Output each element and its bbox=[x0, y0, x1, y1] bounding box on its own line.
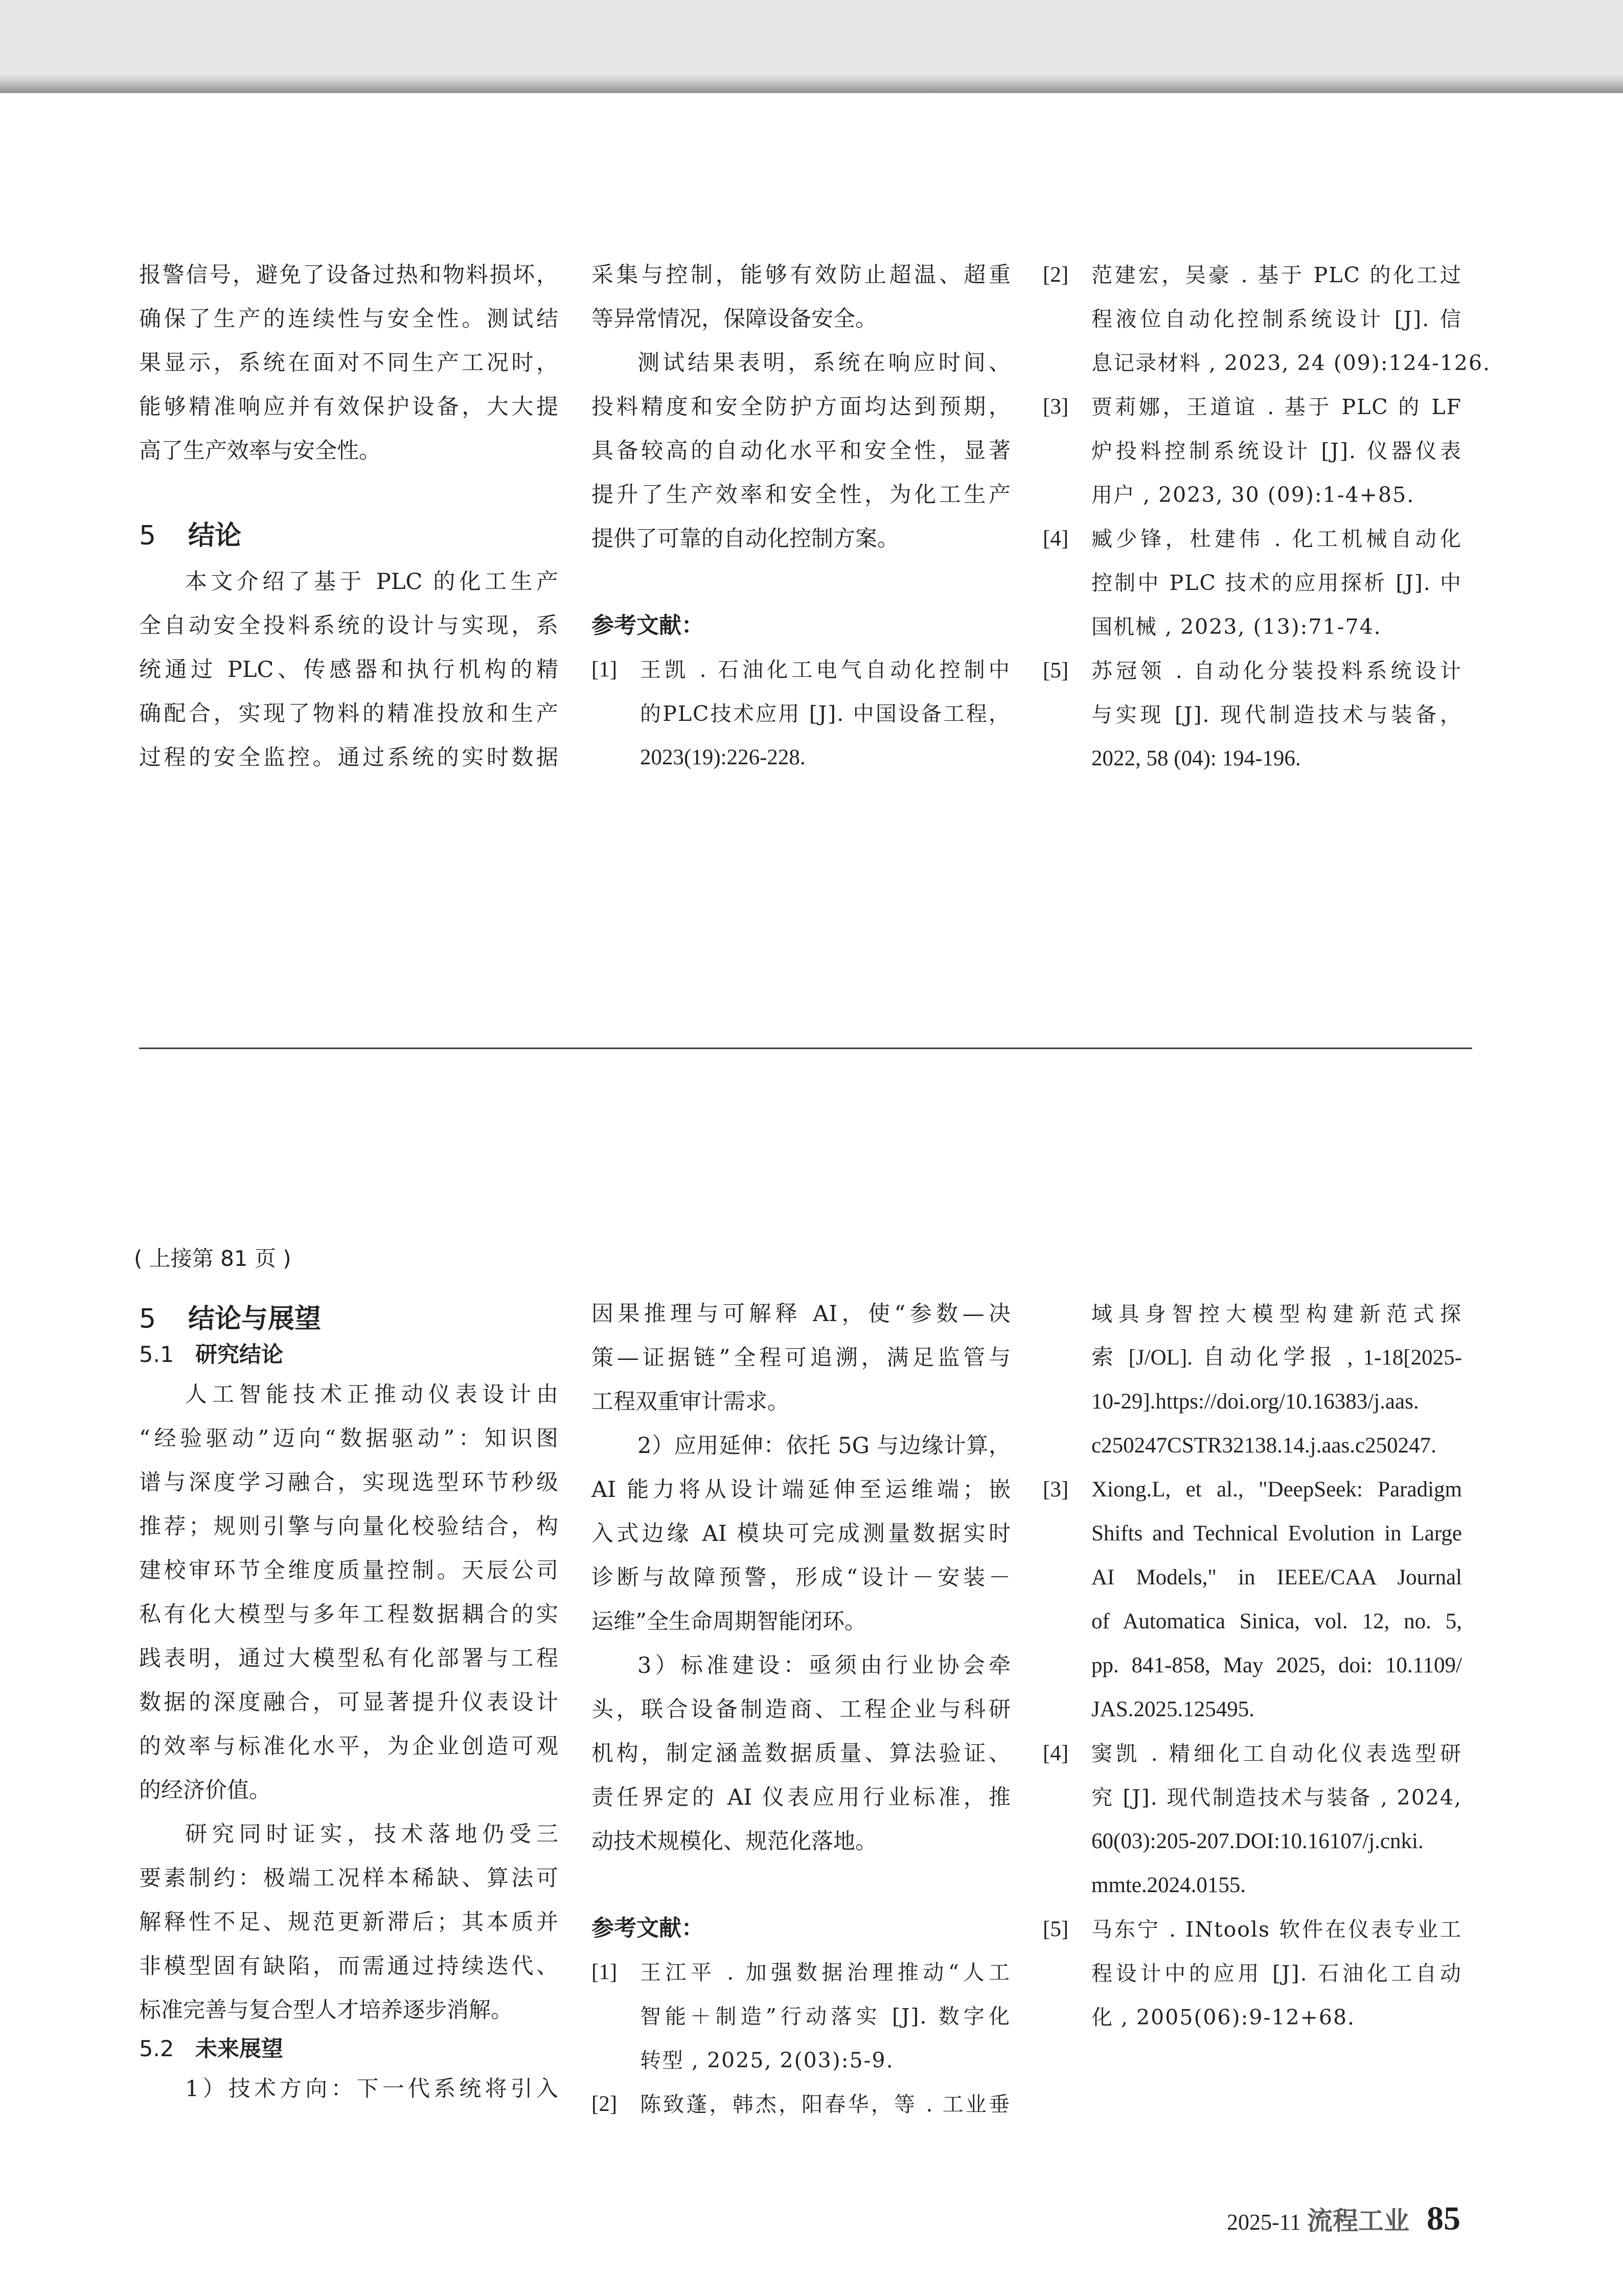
body-line: 的效率与标准化水平，为企业创造可观 bbox=[139, 1734, 558, 1759]
body-line: 提供了可靠的自动化控制方案。 bbox=[591, 526, 899, 552]
references-title: 参考文献： bbox=[591, 1915, 704, 1941]
body-line: 因果推理与可解释 AI，使“参数—决 bbox=[591, 1301, 1011, 1327]
reference-number: [2] bbox=[591, 2092, 618, 2116]
reference-number: [1] bbox=[591, 1960, 618, 1984]
references-title: 参考文献： bbox=[591, 612, 704, 639]
reference-line: Xiong.L, et al., "DeepSeek: Paradigm bbox=[1091, 1477, 1462, 1502]
subsection-number: 5.1 bbox=[139, 1342, 174, 1368]
subsection-title: 研究结论 bbox=[195, 1342, 283, 1368]
body-line: 运维”全生命周期智能闭环。 bbox=[591, 1609, 866, 1634]
reference-line: 智能＋制造”行动落实 [J]. 数字化 bbox=[640, 2004, 1011, 2029]
subsection-title: 未来展望 bbox=[195, 2036, 283, 2062]
body-line: 策—证据链”全程可追溯，满足监管与 bbox=[591, 1345, 1011, 1371]
body-line: 数据的深度融合，可显著提升仪表设计 bbox=[139, 1690, 558, 1715]
section-heading bbox=[139, 520, 241, 551]
body-line: 采集与控制，能够有效防止超温、超重 bbox=[591, 262, 1011, 288]
page-header-band bbox=[0, 0, 1623, 93]
reference-line: 臧少锋，杜建伟 . 化工机械自动化 bbox=[1091, 527, 1462, 551]
body-line: 能够精准响应并有效保护设备，大大提 bbox=[139, 394, 558, 420]
body-line: 2）应用延伸：依托 5G 与边缘计算， bbox=[637, 1433, 1011, 1459]
issue-date: 2025-11 bbox=[1227, 2210, 1301, 2235]
body-line: 统通过 PLC、传感器和执行机构的精 bbox=[139, 657, 558, 683]
reference-line: c250247CSTR32138.14.j.aas.c250247. bbox=[1091, 1434, 1436, 1458]
reference-number: [4] bbox=[1043, 527, 1069, 551]
body-line: 确配合，实现了物料的精准投放和生产 bbox=[139, 701, 558, 726]
reference-line: 苏冠领 . 自动化分装投料系统设计 bbox=[1091, 658, 1462, 683]
reference-line: 程液位自动化控制系统设计 [J]. 信 bbox=[1091, 307, 1462, 331]
section-number: 5 bbox=[139, 1304, 156, 1334]
reference-line: 域具身智控大模型构建新范式探 bbox=[1091, 1302, 1462, 1326]
reference-number: [4] bbox=[1043, 1741, 1069, 1765]
subsection-number: 5.2 bbox=[139, 2036, 174, 2062]
body-line: 的经济价值。 bbox=[139, 1778, 271, 1803]
reference-line: 炉投料控制系统设计 [J]. 仪器仪表 bbox=[1091, 439, 1462, 463]
body-line: 诊断与故障预警，形成“设计－安装－ bbox=[591, 1565, 1011, 1590]
reference-line: 的PLC技术应用 [J]. 中国设备工程， bbox=[640, 701, 1011, 726]
body-line: 私有化大模型与多年工程数据耦合的实 bbox=[139, 1602, 558, 1627]
body-line: 投料精度和安全防护方面均达到预期， bbox=[591, 394, 1011, 420]
section-number: 5 bbox=[139, 520, 156, 551]
reference-line: 控制中 PLC 技术的应用探析 [J]. 中 bbox=[1091, 571, 1462, 595]
body-line: 要素制约：极端工况样本稀缺、算法可 bbox=[139, 1866, 558, 1891]
reference-line: 化 , 2005(06):9-12+68. bbox=[1091, 2005, 1356, 2030]
continued-from-note: ( 上接第 81 页 ) bbox=[134, 1246, 291, 1271]
body-line: 践表明，通过大模型私有化部署与工程 bbox=[139, 1646, 558, 1671]
body-line: 头，联合设备制造商、工程企业与科研 bbox=[591, 1697, 1011, 1722]
reference-number: [3] bbox=[1043, 1477, 1069, 1502]
magazine-name: 流程工业 bbox=[1307, 2206, 1410, 2236]
body-line: 报警信号，避免了设备过热和物料损坏， bbox=[139, 262, 558, 288]
reference-line: of Automatica Sinica, vol. 12, no. 5, bbox=[1091, 1609, 1462, 1633]
body-line: 责任界定的 AI 仪表应用行业标准，推 bbox=[591, 1785, 1011, 1810]
body-line: 机构，制定涵盖数据质量、算法验证、 bbox=[591, 1741, 1011, 1766]
reference-line: 60(03):205-207.DOI:10.16107/j.cnki. bbox=[1091, 1829, 1424, 1853]
page-footer bbox=[1227, 2198, 1513, 2239]
body-line: 提升了生产效率和安全性，为化工生产 bbox=[591, 482, 1011, 508]
reference-line: pp. 841-858, May 2025, doi: 10.1109/ bbox=[1091, 1653, 1462, 1677]
reference-line: 究 [J]. 现代制造技术与装备 , 2024, bbox=[1091, 1785, 1462, 1810]
body-line: 解释性不足、规范更新滞后；其本质并 bbox=[139, 1909, 558, 1935]
body-line: 测试结果表明，系统在响应时间、 bbox=[637, 350, 1011, 376]
body-line: “经验驱动”迈向“数据驱动”：知识图 bbox=[139, 1426, 558, 1451]
article-divider bbox=[139, 1048, 1472, 1049]
page-number: 85 bbox=[1427, 2200, 1461, 2237]
reference-line: 10-29].https://doi.org/10.16383/j.aas. bbox=[1091, 1390, 1419, 1414]
body-line: 推荐；规则引擎与向量化校验结合，构 bbox=[139, 1514, 558, 1539]
reference-line: 国机械 , 2023, (13):71-74. bbox=[1091, 615, 1382, 639]
body-line: 非模型固有缺陷，而需通过持续迭代、 bbox=[139, 1953, 558, 1979]
section-heading bbox=[139, 1304, 321, 1334]
reference-line: 2022, 58 (04): 194-196. bbox=[1091, 746, 1301, 770]
body-line: 人工智能技术正推动仪表设计由 bbox=[185, 1382, 558, 1407]
body-line: 标准完善与复合型人才培养逐步消解。 bbox=[139, 1997, 513, 2023]
body-line: 谱与深度学习融合，实现选型环节秒级 bbox=[139, 1470, 558, 1495]
reference-line: Shifts and Technical Evolution in Large bbox=[1091, 1521, 1462, 1545]
body-line: 过程的安全监控。通过系统的实时数据 bbox=[139, 745, 558, 770]
reference-line: 王凯 . 石油化工电气自动化控制中 bbox=[640, 657, 1011, 682]
section-title: 结论与展望 bbox=[188, 1304, 322, 1334]
body-line: AI 能力将从设计端延伸至运维端；嵌 bbox=[591, 1477, 1011, 1503]
reference-line: 用户 , 2023, 30 (09):1-4+85. bbox=[1091, 483, 1415, 507]
reference-number: [1] bbox=[591, 657, 618, 681]
reference-line: 陈致蓬，韩杰，阳春华，等 . 工业垂 bbox=[640, 2092, 1011, 2117]
subsection-heading bbox=[139, 1339, 283, 1370]
reference-number: [3] bbox=[1043, 395, 1069, 419]
section-title: 结论 bbox=[188, 520, 242, 551]
reference-line: 2023(19):226-228. bbox=[640, 745, 806, 769]
body-line: 3）标准建设：亟须由行业协会牵 bbox=[637, 1653, 1011, 1678]
body-line: 等异常情况，保障设备安全。 bbox=[591, 306, 877, 332]
body-line: 研究同时证实，技术落地仍受三 bbox=[185, 1822, 558, 1847]
body-line: 工程双重审计需求。 bbox=[591, 1389, 789, 1415]
body-line: 确保了生产的连续性与安全性。测试结 bbox=[139, 306, 558, 332]
reference-line: JAS.2025.125495. bbox=[1091, 1697, 1254, 1721]
body-line: 具备较高的自动化水平和安全性，显著 bbox=[591, 438, 1011, 464]
reference-line: 窦凯 . 精细化工自动化仪表选型研 bbox=[1091, 1741, 1462, 1766]
reference-line: 程设计中的应用 [J]. 石油化工自动 bbox=[1091, 1961, 1462, 1986]
body-line: 果显示，系统在面对不同生产工况时， bbox=[139, 350, 558, 376]
reference-line: 贾莉娜，王道谊 . 基于 PLC 的 LF bbox=[1091, 395, 1462, 419]
body-line: 建校审环节全维度质量控制。天辰公司 bbox=[139, 1558, 558, 1583]
reference-line: 范建宏，吴豪 . 基于 PLC 的化工过 bbox=[1091, 263, 1462, 287]
body-line: 高了生产效率与安全性。 bbox=[139, 438, 381, 464]
reference-line: 马东宁 . INtools 软件在仪表专业工 bbox=[1091, 1917, 1462, 1942]
reference-line: 王江平 . 加强数据治理推动“人工 bbox=[640, 1960, 1011, 1985]
reference-number: [5] bbox=[1043, 1917, 1069, 1941]
body-line: 全自动安全投料系统的设计与实现，系 bbox=[139, 613, 558, 639]
body-line: 动技术规模化、规范化落地。 bbox=[591, 1829, 877, 1854]
reference-line: AI Models," in IEEE/CAA Journal bbox=[1091, 1565, 1462, 1589]
reference-line: mmte.2024.0155. bbox=[1091, 1873, 1246, 1897]
reference-number: [5] bbox=[1043, 658, 1069, 683]
reference-line: 息记录材料 , 2023, 24 (09):124-126. bbox=[1091, 351, 1491, 375]
body-line: 本文介绍了基于 PLC 的化工生产 bbox=[185, 569, 558, 595]
body-line: 入式边缘 AI 模块可完成测量数据实时 bbox=[591, 1521, 1011, 1547]
reference-line: 与实现 [J]. 现代制造技术与装备， bbox=[1091, 702, 1462, 727]
reference-number: [2] bbox=[1043, 263, 1069, 287]
reference-line: 转型 , 2025, 2(03):5-9. bbox=[640, 2048, 894, 2073]
reference-line: 索 [J/OL]. 自动化学报 , 1-18[2025- bbox=[1091, 1346, 1462, 1370]
subsection-heading bbox=[139, 2034, 283, 2064]
body-line: 1）技术方向：下一代系统将引入 bbox=[185, 2076, 558, 2102]
